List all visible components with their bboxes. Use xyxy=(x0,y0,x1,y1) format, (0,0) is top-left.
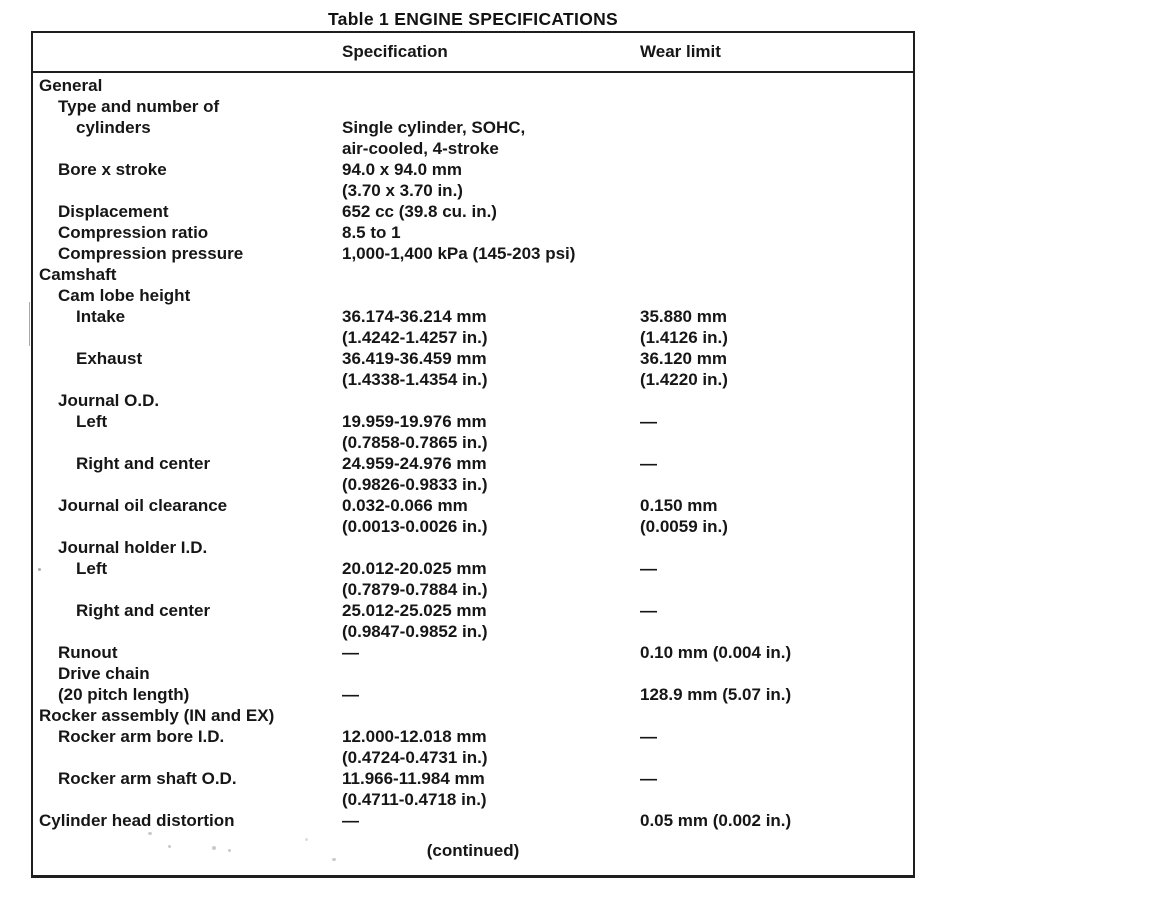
row-wear-value xyxy=(640,264,913,285)
row-wear-value xyxy=(640,537,913,558)
table-row xyxy=(33,117,913,138)
column-header-wear-limit: Wear limit xyxy=(640,42,721,61)
row-spec-value: 36.174-36.214 mm xyxy=(342,307,487,326)
table-row xyxy=(33,453,913,474)
table-row xyxy=(33,747,913,768)
row-wear-value xyxy=(640,180,913,201)
row-spec-value: 652 cc (39.8 cu. in.) xyxy=(342,202,497,221)
row-wear-value: — xyxy=(640,559,657,578)
row-label xyxy=(33,474,342,495)
table-row xyxy=(33,705,913,726)
row-label: Drive chain xyxy=(58,664,150,683)
row-wear-value xyxy=(640,138,913,159)
row-wear-value xyxy=(640,621,913,642)
row-label: Compression ratio xyxy=(58,223,209,242)
row-spec-value xyxy=(342,264,640,285)
row-label xyxy=(33,180,342,201)
table-row xyxy=(33,642,913,663)
row-label: Runout xyxy=(58,643,118,662)
scan-artifact xyxy=(148,832,152,835)
row-wear-value xyxy=(640,663,913,684)
row-label: (20 pitch length) xyxy=(58,685,190,704)
row-wear-value xyxy=(640,201,913,222)
row-label: Rocker arm shaft O.D. xyxy=(58,769,237,788)
table-row xyxy=(33,264,913,285)
scan-artifact xyxy=(212,846,216,850)
row-wear-value xyxy=(640,705,913,726)
table-row xyxy=(33,96,913,117)
row-label xyxy=(33,747,342,768)
row-spec-value: (0.7858-0.7865 in.) xyxy=(342,433,488,452)
row-label: Intake xyxy=(76,307,126,326)
row-wear-value: — xyxy=(640,769,657,788)
row-label: Left xyxy=(76,559,108,578)
row-label: Exhaust xyxy=(76,349,143,368)
row-wear-value xyxy=(640,474,913,495)
row-wear-value: 0.05 mm (0.002 in.) xyxy=(640,811,792,830)
row-spec-value: (3.70 x 3.70 in.) xyxy=(342,181,463,200)
row-label: Camshaft xyxy=(39,265,117,284)
row-spec-value: air-cooled, 4-stroke xyxy=(342,139,499,158)
row-wear-value: 35.880 mm xyxy=(640,307,727,326)
scan-artifact xyxy=(305,838,308,841)
row-spec-value: (0.9847-0.9852 in.) xyxy=(342,622,488,641)
row-wear-value xyxy=(640,75,913,96)
row-spec-value: 94.0 x 94.0 mm xyxy=(342,160,463,179)
row-label: Rocker assembly (IN and EX) xyxy=(39,706,275,725)
row-spec-value: (0.4711-0.4718 in.) xyxy=(342,790,487,809)
row-spec-value: 11.966-11.984 mm xyxy=(342,769,485,788)
row-wear-value xyxy=(640,432,913,453)
row-label: Compression pressure xyxy=(58,244,244,263)
table-row xyxy=(33,726,913,747)
row-wear-value: 0.10 mm (0.004 in.) xyxy=(640,643,792,662)
row-spec-value: 25.012-25.025 mm xyxy=(342,601,487,620)
row-wear-value xyxy=(640,159,913,180)
row-label: Journal holder I.D. xyxy=(58,538,208,557)
row-spec-value: 36.419-36.459 mm xyxy=(342,349,487,368)
row-label: Journal oil clearance xyxy=(58,496,228,515)
row-wear-value xyxy=(640,390,913,411)
row-label xyxy=(33,516,342,537)
row-label xyxy=(33,789,342,810)
row-spec-value: 0.032-0.066 mm xyxy=(342,496,468,515)
table-header-row xyxy=(33,33,913,73)
table-row xyxy=(33,621,913,642)
row-label: Displacement xyxy=(58,202,169,221)
row-spec-value: (0.4724-0.4731 in.) xyxy=(342,748,488,767)
row-label xyxy=(33,138,342,159)
row-spec-value xyxy=(342,285,640,306)
scan-artifact xyxy=(228,849,231,852)
row-wear-value xyxy=(640,117,913,138)
row-wear-value xyxy=(640,789,913,810)
continued-note: (continued) xyxy=(426,841,520,860)
row-wear-value xyxy=(640,96,913,117)
row-label xyxy=(33,369,342,390)
engine-specifications-table xyxy=(31,31,915,878)
row-wear-value: 128.9 mm (5.07 in.) xyxy=(640,685,792,704)
table-row xyxy=(33,369,913,390)
table-row xyxy=(33,600,913,621)
row-label xyxy=(33,621,342,642)
row-spec-value: (1.4338-1.4354 in.) xyxy=(342,370,488,389)
row-wear-value: — xyxy=(640,727,657,746)
row-label: Journal O.D. xyxy=(58,391,160,410)
table-row xyxy=(33,285,913,306)
table-row xyxy=(33,201,913,222)
row-spec-value: 20.012-20.025 mm xyxy=(342,559,487,578)
table-row xyxy=(33,768,913,789)
row-spec-value: Single cylinder, SOHC, xyxy=(342,118,526,137)
table-row xyxy=(33,180,913,201)
row-label xyxy=(33,579,342,600)
table-row xyxy=(33,138,913,159)
row-spec-value: (0.7879-0.7884 in.) xyxy=(342,580,488,599)
scan-artifact xyxy=(168,845,171,848)
row-label: General xyxy=(39,76,103,95)
row-spec-value: 1,000-1,400 kPa (145-203 psi) xyxy=(342,244,576,263)
table-row xyxy=(33,327,913,348)
row-wear-value xyxy=(640,285,913,306)
table-row xyxy=(33,474,913,495)
row-wear-value: — xyxy=(640,601,657,620)
row-wear-value: — xyxy=(640,412,657,431)
row-wear-value: (1.4126 in.) xyxy=(640,328,728,347)
row-label: Bore x stroke xyxy=(58,160,167,179)
row-wear-value: 0.150 mm xyxy=(640,496,718,515)
table-row xyxy=(33,495,913,516)
row-wear-value xyxy=(640,579,913,600)
row-spec-value: — xyxy=(342,643,359,662)
table-row xyxy=(33,663,913,684)
row-spec-value: (0.9826-0.9833 in.) xyxy=(342,475,488,494)
table-row xyxy=(33,306,913,327)
row-label: Cam lobe height xyxy=(58,286,191,305)
table-row xyxy=(33,516,913,537)
table-row xyxy=(33,75,913,96)
table-row xyxy=(33,684,913,705)
scan-artifact xyxy=(332,858,336,861)
row-spec-value: (0.0013-0.0026 in.) xyxy=(342,517,488,536)
row-spec-value: 12.000-12.018 mm xyxy=(342,727,487,746)
row-spec-value xyxy=(342,705,640,726)
row-spec-value xyxy=(342,537,640,558)
table-row xyxy=(33,558,913,579)
table-row xyxy=(33,243,913,264)
row-label xyxy=(33,432,342,453)
row-wear-value: (0.0059 in.) xyxy=(640,517,728,536)
row-spec-value xyxy=(342,663,640,684)
row-wear-value: 36.120 mm xyxy=(640,349,727,368)
row-label: Cylinder head distortion xyxy=(39,811,235,830)
row-label: cylinders xyxy=(76,118,151,137)
row-wear-value: (1.4220 in.) xyxy=(640,370,728,389)
table-row xyxy=(33,159,913,180)
scan-artifact xyxy=(29,302,30,346)
scan-artifact xyxy=(38,568,41,571)
row-wear-value xyxy=(640,222,913,243)
row-spec-value: 8.5 to 1 xyxy=(342,223,401,242)
table-row xyxy=(33,348,913,369)
row-spec-value: — xyxy=(342,811,359,830)
table-row xyxy=(33,390,913,411)
table-title: Table 1 ENGINE SPECIFICATIONS xyxy=(327,9,619,29)
row-label xyxy=(33,327,342,348)
row-spec-value: 19.959-19.976 mm xyxy=(342,412,487,431)
table-row xyxy=(33,222,913,243)
row-label: Rocker arm bore I.D. xyxy=(58,727,225,746)
table-body xyxy=(33,73,913,831)
row-label: Left xyxy=(76,412,108,431)
table-row xyxy=(33,810,913,831)
row-spec-value xyxy=(342,390,640,411)
table-row xyxy=(33,432,913,453)
row-spec-value: — xyxy=(342,685,359,704)
row-label: Right and center xyxy=(76,601,211,620)
row-label: Type and number of xyxy=(58,97,220,116)
table-row xyxy=(33,537,913,558)
table-row xyxy=(33,411,913,432)
row-spec-value xyxy=(342,96,640,117)
row-wear-value: — xyxy=(640,454,657,473)
row-wear-value xyxy=(640,747,913,768)
row-spec-value xyxy=(342,75,640,96)
row-spec-value: 24.959-24.976 mm xyxy=(342,454,487,473)
table-row xyxy=(33,579,913,600)
table-row xyxy=(33,789,913,810)
column-header-specification: Specification xyxy=(342,42,448,61)
row-wear-value xyxy=(640,243,913,264)
row-label: Right and center xyxy=(76,454,211,473)
row-spec-value: (1.4242-1.4257 in.) xyxy=(342,328,488,347)
